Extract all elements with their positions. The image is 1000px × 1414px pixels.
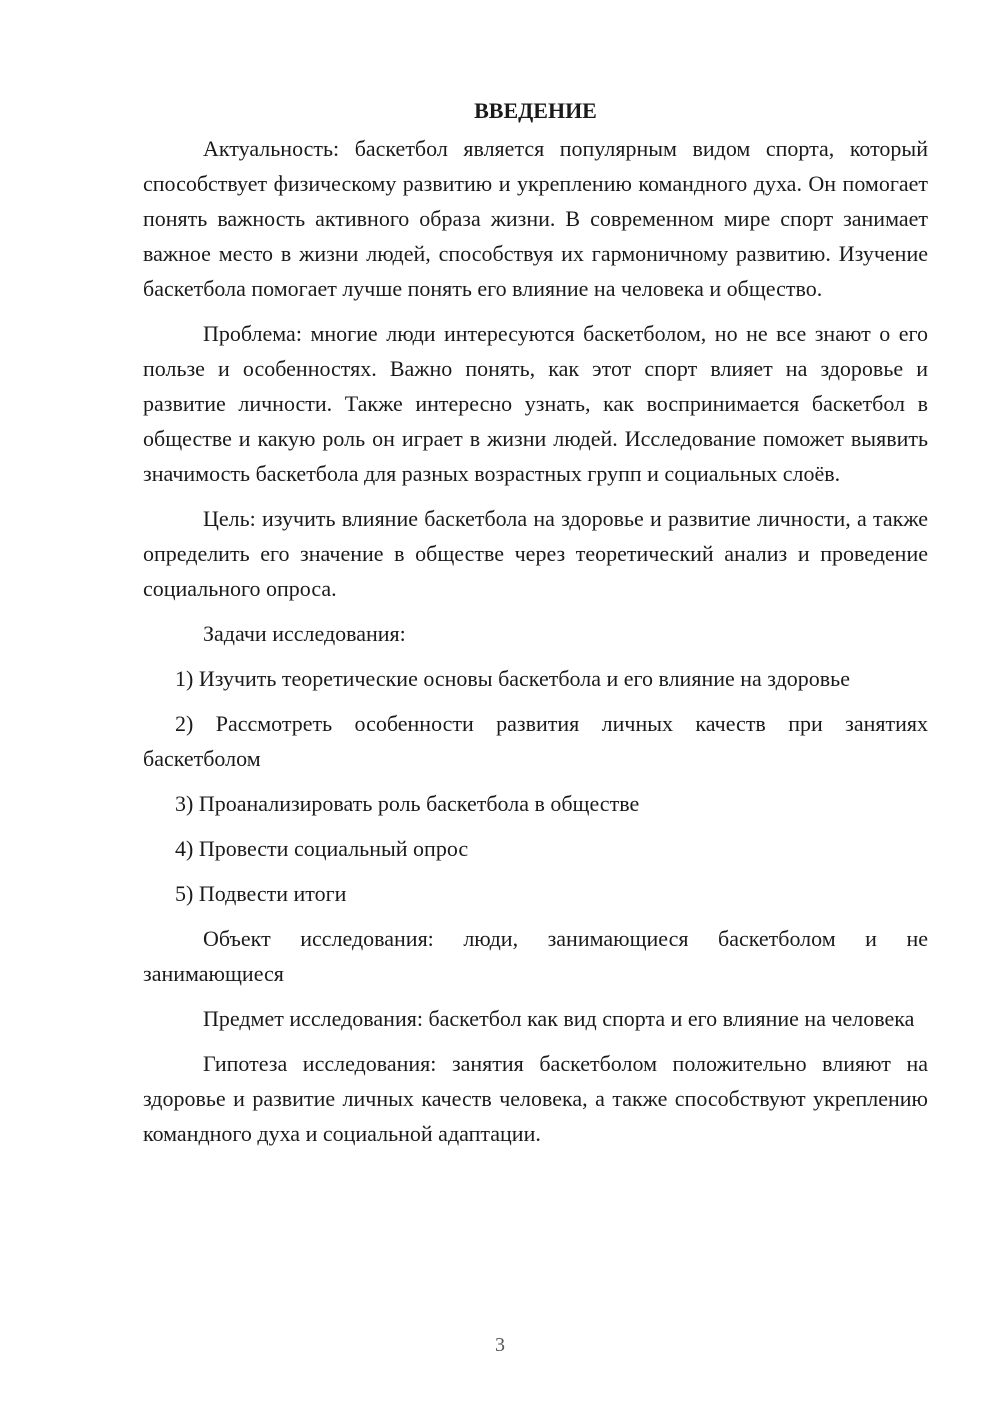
task-item-2: 2) Рассмотреть особенности развития личных качеств при занятиях баскетболом xyxy=(143,711,928,771)
paragraph-subject: Предмет исследования: баскетбол как вид спорта и его влияние на человека xyxy=(203,1006,915,1031)
page-number: 3 xyxy=(495,1334,505,1356)
page-title: ВВЕДЕНИЕ xyxy=(474,98,597,123)
paragraph-object: Объект исследования: люди, занимающиеся баскетболом и не занимающиеся xyxy=(143,926,928,986)
task-item-5: 5) Подвести итоги xyxy=(175,881,347,906)
paragraph-problem: Проблема: многие люди интересуются баскетболом, но не все знают о его пользе и особенностях. Важно понять, как этот спорт влияет на здоровье и развитие личности. Также интересно узнать, как воспринимается баскетбол в обществе и какую роль он играет в жизни людей. Исследование поможет выявить значимость баскетбола для разных возрастных групп и социальных слоёв. xyxy=(143,321,928,486)
paragraph-tasks-heading: Задачи исследования: xyxy=(203,621,406,646)
paragraph-hypothesis: Гипотеза исследования: занятия баскетболом положительно влияют на здоровье и развитие личных качеств человека, а также способствуют укреплению командного духа и социальной адаптации. xyxy=(143,1051,928,1146)
task-item-3: 3) Проанализировать роль баскетбола в обществе xyxy=(175,791,640,816)
document-page xyxy=(143,96,928,1161)
task-item-1: 1) Изучить теоретические основы баскетбола и его влияние на здоровье xyxy=(175,666,850,691)
paragraph-goal: Цель: изучить влияние баскетбола на здоровье и развитие личности, а также определить его значение в обществе через теоретический анализ и проведение социального опроса. xyxy=(143,506,928,601)
paragraph-relevance: Актуальность: баскетбол является популярным видом спорта, который способствует физическому развитию и укреплению командного духа. Он помогает понять важность активного образа жизни. В современном мире спорт занимает важное место в жизни людей, способствуя их гармоничному развитию. Изучение баскетбола помогает лучше понять его влияние на человека и общество. xyxy=(143,136,928,301)
task-item-4: 4) Провести социальный опрос xyxy=(175,836,469,861)
